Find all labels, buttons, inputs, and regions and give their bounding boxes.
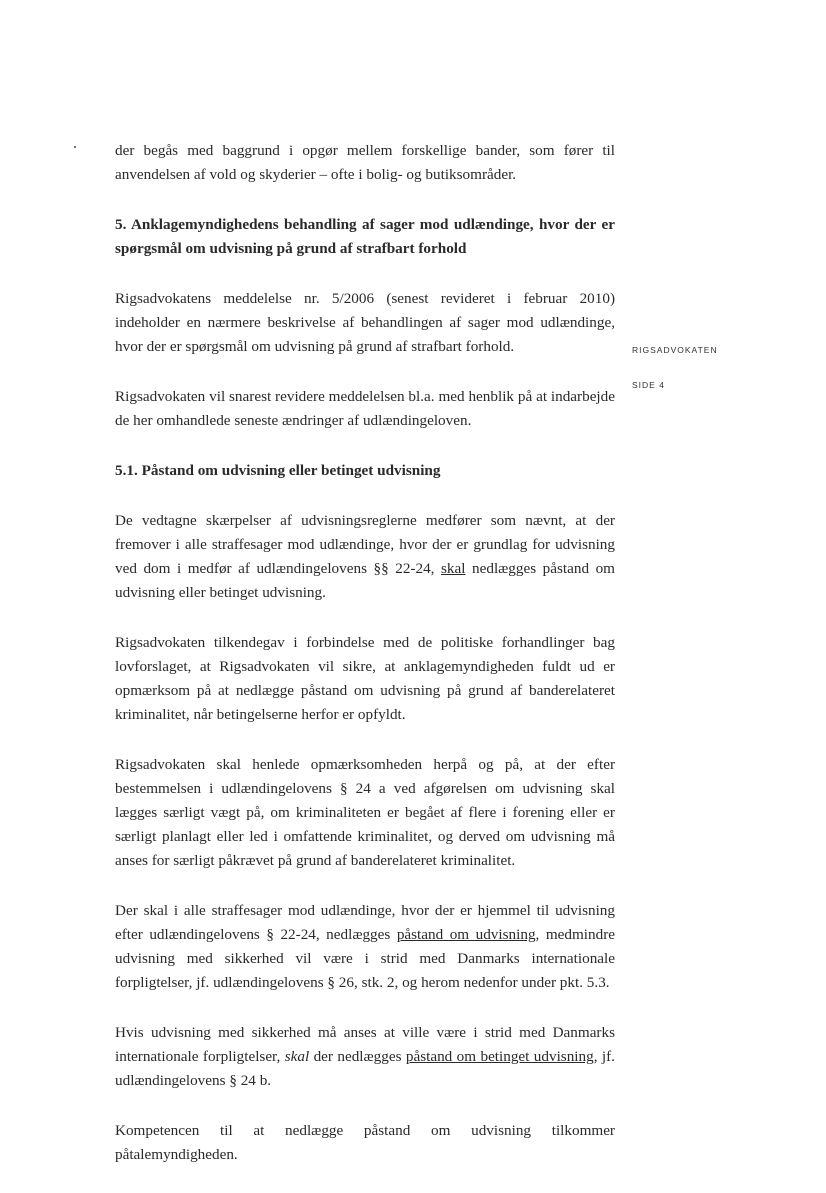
paragraph-intro: der begås med baggrund i opgør mellem forskellige bander, som fører til anvendelsen af vold og skyderier – ofte i bolig- og butiksområder.	[115, 142, 615, 183]
sidebar-page-number: SIDE 4	[632, 380, 665, 390]
paragraph-betinget	[115, 1021, 615, 1093]
paragraph-henlede: Rigsadvokaten skal henlede opmærksomheden herpå og på, at der efter bestemmelsen i udlændingelovens § 24 a ved afgørelsen om udvisning skal lægges særligt vægt på, om kriminaliteten er begået af flere i forening eller er særligt planlagt eller led i omfattende kriminalitet, og derved om udvisning må anses for særligt påkrævet på grund af banderelateret kriminalitet.	[115, 756, 615, 869]
underlined-text: påstand om udvisning	[396, 926, 536, 943]
paragraph-hjemmel	[115, 899, 615, 995]
text-span: nedlægges påstand om udvisning eller betinget udvisning.	[115, 560, 615, 601]
sidebar-organization: RIGSADVOKATEN	[632, 345, 718, 355]
section-heading-5: 5. Anklagemyndighedens behandling af sager mod udlændinge, hvor der er spørgsmål om udvisning på grund af strafbart forhold	[115, 216, 615, 257]
text-span: Hvis udvisning med sikkerhed må anses at ville være i strid med Danmarks internationale forpligtelser,	[115, 1024, 615, 1065]
section-heading-5-1: 5.1. Påstand om udvisning eller betinget udvisning	[115, 462, 441, 479]
italic-text: skal	[284, 1048, 310, 1065]
text-span: De vedtagne skærpelser af udvisningsreglerne medfører som nævnt, at der fremover i alle straffesager mod udlændinge, hvor der er grundlag for udvisning ved dom i medfør af udlændingelovens §§ 22-24,	[115, 512, 615, 577]
margin-mark	[74, 146, 76, 148]
paragraph-kompetence: Kompetencen til at nedlægge påstand om udvisning tilkommer påtalemyndigheden.	[115, 1122, 615, 1163]
paragraph-meddelelse: Rigsadvokatens meddelelse nr. 5/2006 (senest revideret i februar 2010) indeholder en nærmere beskrivelse af behandlingen af sager mod udlændinge, hvor der er spørgsmål om udvisning på grund af strafbart forhold.	[115, 290, 615, 355]
text-span: , jf. udlændingelovens § 24 b.	[115, 1048, 615, 1089]
document-body	[115, 139, 615, 1193]
text-span: Der skal i alle straffesager mod udlændinge, hvor der er hjemmel til udvisning efter udlændingelovens § 22-24, nedlægges	[115, 902, 615, 943]
paragraph-tilkendegav: Rigsadvokaten tilkendegav i forbindelse med de politiske forhandlinger bag lovforslaget, at Rigsadvokaten vil sikre, at anklagemyndigheden fuldt ud er opmærksom på at nedlægge påstand om udvisning på grund af banderelateret kriminalitet, når betingelserne herfor er opfyldt.	[115, 634, 615, 723]
underlined-text: påstand om betinget udvisning	[405, 1048, 594, 1065]
text-span: der nedlægges	[309, 1048, 406, 1065]
paragraph-skaerpelser	[115, 509, 615, 605]
underlined-text: skal	[441, 560, 466, 577]
paragraph-revision: Rigsadvokaten vil snarest revidere meddelelsen bl.a. med henblik på at indarbejde de her omhandlede seneste ændringer af udlændingeloven.	[115, 388, 615, 429]
text-span: , medmindre udvisning med sikkerhed vil være i strid med Danmarks internationale forpligtelser, jf. udlændingelovens § 26, stk. 2, og herom nedenfor under pkt. 5.3.	[115, 926, 616, 991]
